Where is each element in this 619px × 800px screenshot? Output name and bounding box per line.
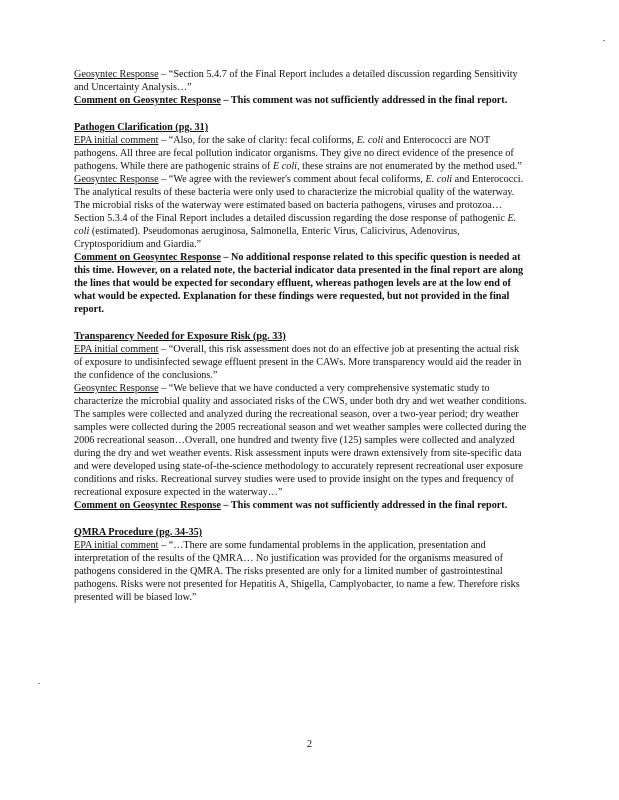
epa-comment-text: and Enterococci are NOT pathogens. All three are fecal pollution indicator organisms. They give no direct evidence of the presence of pathogens. While there are pathogenic strains of — [74, 135, 514, 172]
section-heading: Transparency Needed for Exposure Risk (pg. 33) — [74, 331, 286, 342]
epa-comment-label: EPA initial comment — [74, 344, 159, 355]
geosyntec-response-text: – “We believe that we have conducted a very comprehensive systematic study to characterize the microbial quality and associated risks of the CWS, under both dry and wet weather conditions. The samples were collected and analyzed during the recreational season, over a two-year period; dry weather samples were collected during the 2005 recreational season and wet weather samples were collected during the 2006 recreational season…Overall, one hundred and twenty five (125) samples were collected and analyzed during the dry and wet weather events. Risk assessment inputs were drawn extensively from site-specific data and were developed using state-of-the-science methodology to accurately represent recreational user exposure conditions and risks. Recreational survey studies were used to provide insight on the types and frequency of recreational exposure expected in the waterway…” — [74, 383, 527, 498]
epa-comment-label: EPA initial comment — [74, 135, 159, 146]
geosyntec-response-text: (estimated). Pseudomonas aeruginosa, Salmonella, Enteric Virus, Calicivirus, Adenovirus, Cryptosporidium and Giardia.” — [74, 226, 460, 250]
geosyntec-response-text: and Enterococci. The analytical results of these bacteria were only used to characterize the microbial quality of the waterway. The microbial risks of the waterway were estimated based on bacteria pathogens, viruses and protozoa… Section 5.3.4 of the Final Report includes a detailed discussion regarding the dose response of pathogenic — [74, 174, 524, 224]
epa-comment-text: – “Also, for the sake of clarity: fecal coliforms, — [158, 135, 357, 146]
section-heading: QMRA Procedure (pg. 34-35) — [74, 527, 203, 538]
geosyntec-response-label: Geosyntec Response — [74, 174, 159, 185]
geosyntec-response-label: Geosyntec Response — [74, 69, 159, 80]
scan-speck — [603, 40, 605, 41]
document-page — [74, 68, 530, 618]
scan-speck — [38, 683, 40, 684]
page-number: 2 — [306, 739, 313, 750]
comment-label: Comment on Geosyntec Response — [74, 95, 221, 106]
geosyntec-response-label: Geosyntec Response — [74, 383, 159, 394]
italic-term: E. coli — [356, 135, 384, 146]
comment-text: – This comment was not sufficiently addressed in the final report. — [220, 95, 508, 106]
epa-comment-text: – “…There are some fundamental problems in the application, presentation and interpretation of the results of the QMRA… No justification was provided for the organisms measured of pathogens considered in the QMRA. The risks presented are only for a limited number of gastrointestinal pathogens. Risks were not presented for Hepatitis A, Shigella, Camplyobacter, to name a few. Therefore risks presented will be biased low.” — [74, 540, 520, 603]
section-qmra-procedure — [74, 526, 530, 604]
epa-comment-text: these strains are not enumerated by the method used.” — [299, 161, 522, 172]
section-pathogen-clarification — [74, 121, 530, 316]
geosyntec-response-text: – “Section 5.4.7 of the Final Report includes a detailed discussion regarding Sensitivity and Uncertainty Analysis…” — [74, 69, 518, 93]
comment-text: – This comment was not sufficiently addressed in the final report. — [220, 500, 508, 511]
comment-label: Comment on Geosyntec Response — [74, 500, 221, 511]
comment-text: – No additional response related to this specific question is needed at this time. However, on a related note, the bacterial indicator data presented in the final report are along the lines that would be expected for secondary effluent, whereas pathogen levels are at the low end of what would be expected. Explanation for these findings were requested, but not provided in the final report. — [74, 252, 524, 315]
geosyntec-response-text: – “We agree with the reviewer's comment about fecal coliforms, — [158, 174, 426, 185]
italic-term: E coli, — [272, 161, 300, 172]
epa-comment-text: – “Overall, this risk assessment does not do an effective job at presenting the actual risk of exposure to undisinfected sewage effluent present in the CAWs. More transparency would aid the reader in the confidence of the conclusions.” — [74, 344, 522, 381]
section-heading: Pathogen Clarification (pg. 31) — [74, 122, 209, 133]
section-sensitivity-response — [74, 68, 530, 107]
comment-label: Comment on Geosyntec Response — [74, 252, 221, 263]
italic-term: E. coli — [425, 174, 453, 185]
italic-term: E. coli — [74, 213, 517, 237]
section-transparency-exposure-risk — [74, 330, 530, 512]
epa-comment-label: EPA initial comment — [74, 540, 159, 551]
